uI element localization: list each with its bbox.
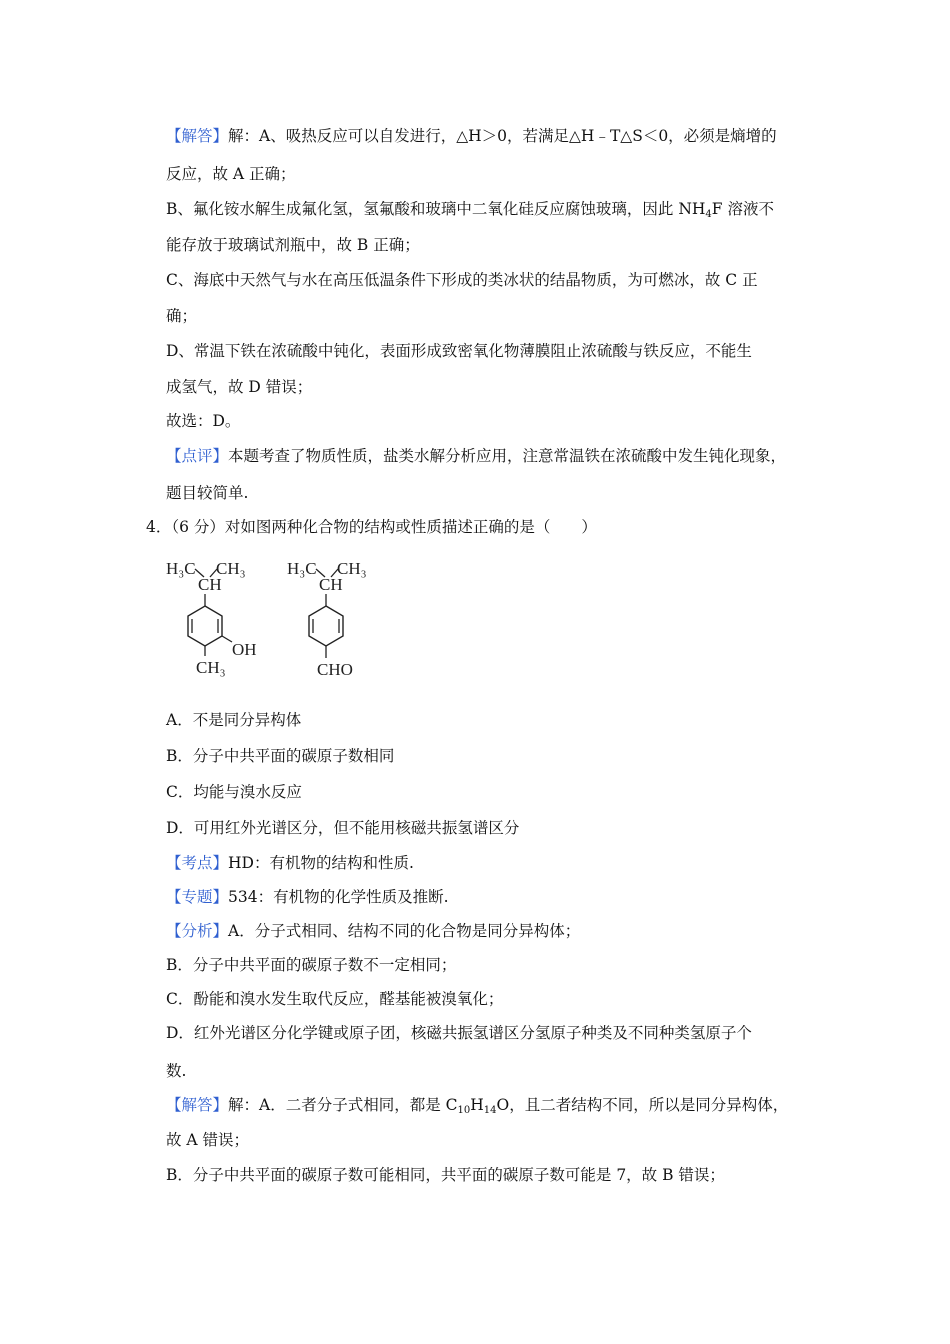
analysis-tag: 【分析】 — [166, 922, 229, 940]
answer-tag: 【解答】 — [166, 127, 229, 145]
analysis-line-4: D．红外光谱区分化学键或原子团，核磁共振氢谱区分氢原子种类及不同种类氢原子个 — [166, 1024, 752, 1042]
comment-line-1: 【点评】本题考查了物质性质，盐类水解分析应用，注意常温铁在浓硫酸中发生钝化现象， — [166, 447, 787, 465]
analysis-line-3: C．酚能和溴水发生取代反应，醛基能被溴氧化； — [166, 990, 504, 1008]
answer2-line-2: 故 A 错误； — [166, 1131, 250, 1149]
point-line: 【考点】HD：有机物的结构和性质. — [166, 854, 414, 872]
analysis-line-2: B．分子中共平面的碳原子数不一定相同； — [166, 956, 457, 974]
answer2-line-3: B．分子中共平面的碳原子数可能相同，共平面的碳原子数可能是 7，故 B 错误； — [166, 1166, 725, 1184]
mol2-ch: CH — [319, 575, 343, 594]
answer-line-5: C、海底中天然气与水在高压低温条件下形成的类冰状的结晶物质，为可燃冰，故 C 正 — [166, 271, 758, 289]
option-c: C．均能与溴水反应 — [166, 783, 302, 801]
analysis-line-5: 数. — [166, 1062, 187, 1080]
option-a: A．不是同分异构体 — [166, 711, 302, 729]
answer2-line-1: 【解答】解：A．二者分子式相同，都是 $C_{10}H_{14}O$，且二者结构不同，所以是同分异构体， — [166, 1096, 789, 1116]
answer-line-6: 确； — [166, 307, 198, 325]
mol1-oh: OH — [232, 640, 257, 659]
comment-line-2: 题目较简单. — [166, 484, 249, 502]
answer2-tag: 【解答】 — [166, 1096, 229, 1114]
molecule-1-structure — [162, 550, 272, 685]
point-tag: 【考点】 — [166, 854, 229, 872]
topic-line: 【专题】534：有机物的化学性质及推断. — [166, 888, 449, 906]
mol2-ch3-top: CH₃ — [337, 559, 367, 578]
answer-line-8: 成氢气，故 D 错误； — [166, 378, 313, 396]
comment-tag: 【点评】 — [166, 447, 229, 465]
molecule-2-structure — [283, 550, 383, 685]
option-b: B．分子中共平面的碳原子数相同 — [166, 747, 395, 765]
answer-line-4: 能存放于玻璃试剂瓶中，故 B 正确； — [166, 236, 420, 254]
mol1-ch: CH — [198, 575, 222, 594]
answer-line-3: B、氟化铵水解生成氟化氢，氢氟酸和玻璃中二氧化硅反应腐蚀玻璃，因此 $NH_4F$ 溶液不 — [166, 200, 774, 220]
option-d: D．可用红外光谱区分，但不能用核磁共振氢谱区分 — [166, 819, 520, 837]
topic-tag: 【专题】 — [166, 888, 229, 906]
mol2-cho: CHO — [317, 660, 353, 679]
mol1-ch3-bottom: CH₃ — [196, 658, 226, 677]
answer-line-7: D、常温下铁在浓硫酸中钝化，表面形成致密氧化物薄膜阻止浓硫酸与铁反应，不能生 — [166, 342, 752, 360]
answer-line-9: 故选：D。 — [166, 412, 241, 430]
mol2-h3c: H₃C — [287, 559, 317, 578]
mol1-ch3-top: CH₃ — [216, 559, 246, 578]
answer-line-1: 【解答】解：A、吸热反应可以自发进行，△H＞0，若满足△H﹣T△S＜0，必须是熵增的 — [166, 127, 777, 145]
analysis-line-1: 【分析】A．分子式相同、结构不同的化合物是同分异构体； — [166, 922, 581, 940]
answer-line-2: 反应，故 A 正确； — [166, 165, 296, 183]
mol1-h3c: H₃C — [166, 559, 196, 578]
question-4: 4．（6 分）对如图两种化合物的结构或性质描述正确的是（ ） — [146, 518, 597, 536]
